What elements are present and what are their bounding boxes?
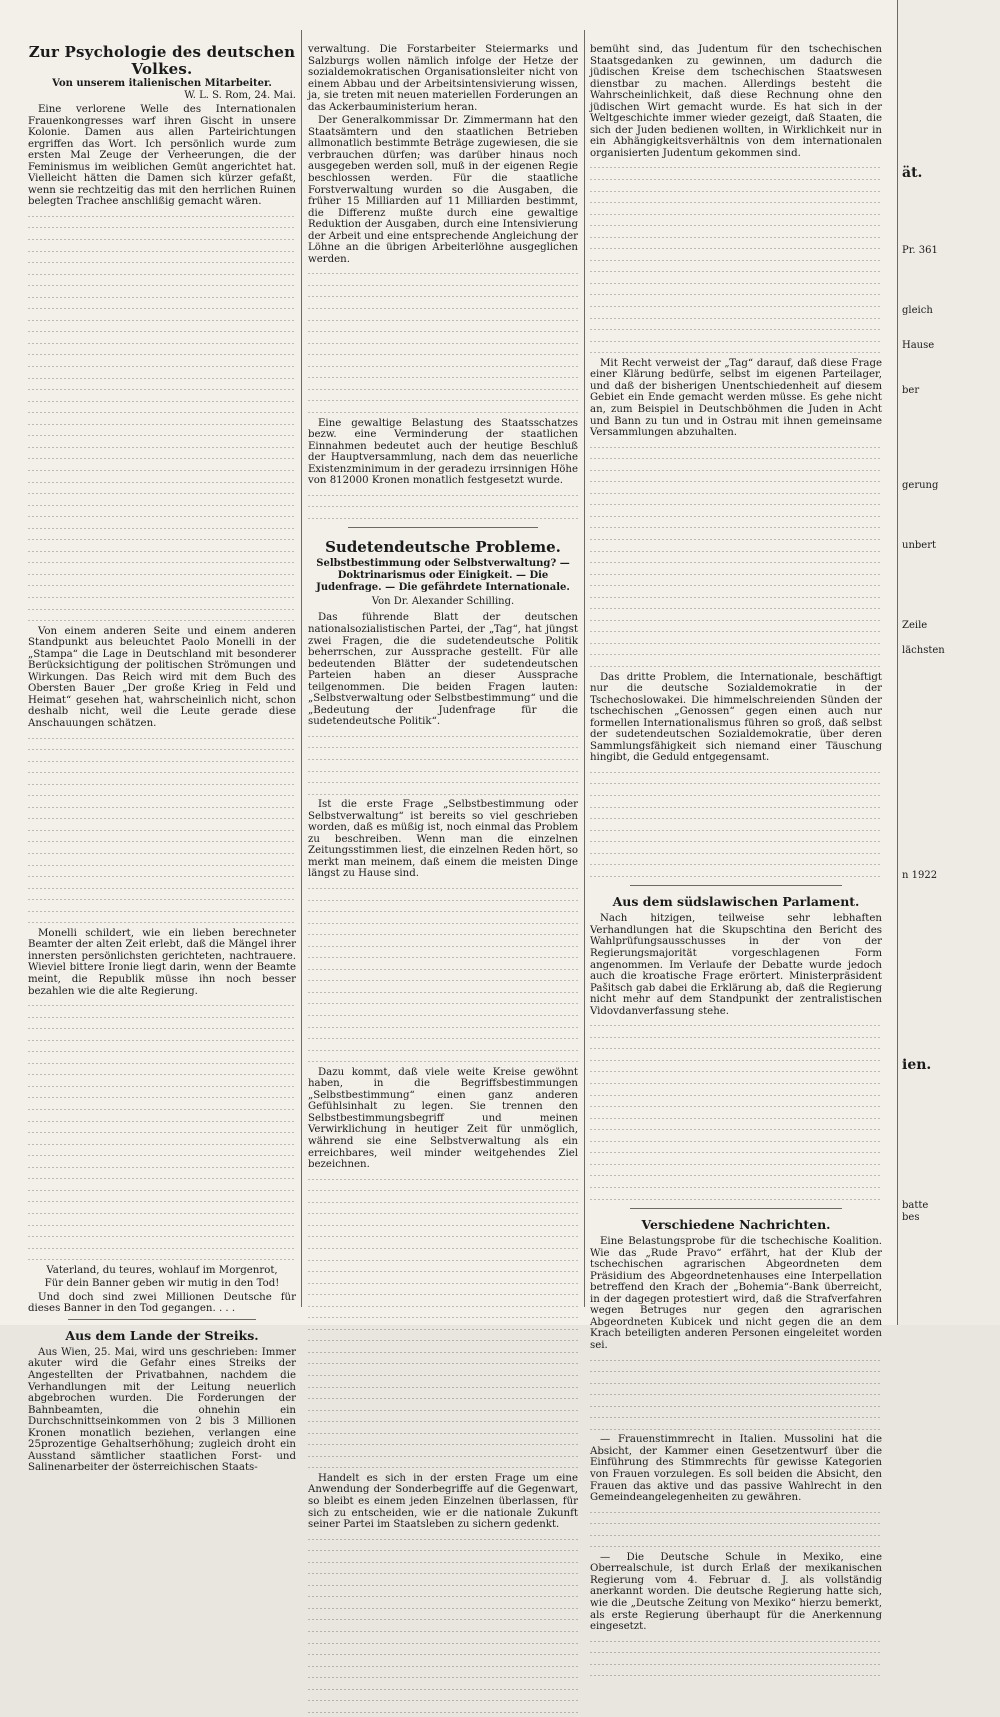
text-line bbox=[308, 1415, 578, 1427]
text-line bbox=[590, 1100, 882, 1112]
edge-text: lächsten bbox=[902, 645, 945, 656]
edge-text: Hause bbox=[902, 340, 935, 351]
text-line bbox=[308, 1219, 578, 1231]
text-line bbox=[28, 1126, 296, 1138]
text-line bbox=[590, 545, 882, 557]
text-line bbox=[590, 521, 882, 533]
edge-text: ber bbox=[902, 385, 920, 396]
text-line bbox=[28, 268, 296, 280]
text-line bbox=[308, 788, 578, 800]
text-line bbox=[308, 279, 578, 291]
text-line bbox=[590, 1354, 882, 1366]
text-line bbox=[28, 510, 296, 522]
text-line bbox=[308, 1567, 578, 1579]
text-line bbox=[28, 778, 296, 790]
text-line bbox=[590, 1158, 882, 1170]
text-line bbox=[308, 1032, 578, 1044]
edge-text: Zeile bbox=[902, 620, 928, 631]
text-line bbox=[28, 1219, 296, 1231]
text-line bbox=[308, 512, 578, 524]
edge-text: unbert bbox=[902, 540, 936, 551]
text-line bbox=[590, 288, 882, 300]
text-line bbox=[308, 1706, 578, 1717]
column-rule bbox=[584, 30, 585, 1307]
text-line bbox=[590, 185, 882, 197]
text-line bbox=[590, 835, 882, 847]
column-rule bbox=[301, 30, 302, 1307]
text-line bbox=[590, 847, 882, 859]
text-line bbox=[590, 441, 882, 453]
text-line bbox=[28, 1034, 296, 1046]
text-line bbox=[28, 533, 296, 545]
text-line bbox=[590, 812, 882, 824]
text-line bbox=[308, 1648, 578, 1660]
text-line bbox=[28, 429, 296, 441]
text-line bbox=[590, 614, 882, 626]
text-line bbox=[590, 579, 882, 591]
text-line bbox=[590, 801, 882, 813]
text-line bbox=[308, 1556, 578, 1568]
text-line bbox=[590, 1019, 882, 1031]
column-right bbox=[590, 44, 882, 1633]
text-line bbox=[590, 452, 882, 464]
text-line bbox=[590, 208, 882, 220]
text-line bbox=[28, 360, 296, 372]
text-line bbox=[28, 302, 296, 314]
text-line bbox=[28, 905, 296, 917]
text-line bbox=[590, 1506, 882, 1518]
text-line bbox=[28, 1022, 296, 1034]
text-line bbox=[590, 1031, 882, 1043]
text-line bbox=[308, 1242, 578, 1254]
text-line bbox=[308, 1196, 578, 1208]
text-line bbox=[28, 279, 296, 291]
text-line bbox=[590, 498, 882, 510]
text-line bbox=[28, 418, 296, 430]
section-divider bbox=[630, 885, 842, 886]
text-line bbox=[590, 1540, 882, 1552]
article-paragraph: verwaltung. Die Forstarbeiter Steiermarks und Salzburgs wollen nämlich infolge der Hetze der sozialdemokratischen Organisationsleiter nicht von einem Abbau und der Arbeitsintensivierung wissen, ja, sie treten mit neuen materiellen Forderungen an das Ackerbauministerium heran. bbox=[308, 44, 578, 113]
text-line bbox=[590, 300, 882, 312]
text-line bbox=[590, 1181, 882, 1193]
text-line bbox=[28, 835, 296, 847]
text-line bbox=[28, 1172, 296, 1184]
text-line bbox=[308, 1461, 578, 1473]
text-line bbox=[308, 1044, 578, 1056]
text-line bbox=[590, 254, 882, 266]
article-headline: Verschiedene Nachrichten. bbox=[641, 1217, 831, 1233]
text-line bbox=[28, 893, 296, 905]
text-line bbox=[28, 522, 296, 534]
text-line bbox=[28, 859, 296, 871]
text-line bbox=[590, 1169, 882, 1181]
text-line bbox=[28, 291, 296, 303]
section-divider bbox=[348, 527, 538, 528]
text-line bbox=[28, 487, 296, 499]
text-line bbox=[28, 476, 296, 488]
text-line bbox=[28, 847, 296, 859]
text-line bbox=[28, 1011, 296, 1023]
article-paragraph: Monelli schildert, wie ein lieben berechneter Beamter der alten Zeit erlebt, daß die Mängel ihrer innersten persönlichsten gerichteten, nachtrauere. Wieviel bittere Ironie liegt darin, wenn der Beamte meint, die Republik müsse ihn noch besser bezahlen wie die alte Regierung. bbox=[28, 927, 296, 997]
text-line bbox=[28, 801, 296, 813]
text-line bbox=[308, 383, 578, 395]
text-line bbox=[590, 1065, 882, 1077]
article-paragraph: Mit Recht verweist der „Tag“ darauf, daß diese Frage einer Klärung bedürfe, selbst im eigenen Parteilager, und daß der bisherigen Unentschiedenheit auf diesem Gebiet ein Ende gemacht werden müsse. Es gehe nicht an, zum Beispiel in Deutschböhmen die Juden in Acht und Bann zu tun und in Ostrau mit ihnen gemeinsame Versammlungen abzuhalten. bbox=[590, 357, 882, 439]
text-line bbox=[308, 1184, 578, 1196]
text-line bbox=[308, 1254, 578, 1266]
edge-text: Pr. 361 bbox=[902, 245, 938, 256]
text-line bbox=[590, 312, 882, 324]
text-line bbox=[590, 1089, 882, 1101]
article-paragraph: Von einem anderen Seite und einem anderen Standpunkt aus beleuchtet Paolo Monelli in der „Stampa“ die Lage in Deutschland mit besonderer Berücksichtigung der politischen Strömungen und Wirkungen. Das Reich wird mit dem Buch des Obersten Bauer „Der große Krieg in Feld und Heimat“ gesehen hat, wahrscheinlich nicht, schon deshalb nicht, weil die Leute gerade diese Anschauungen schätzen. bbox=[28, 625, 296, 729]
text-line bbox=[308, 1625, 578, 1637]
text-line bbox=[28, 882, 296, 894]
text-line bbox=[28, 1184, 296, 1196]
text-line bbox=[28, 916, 296, 928]
text-line bbox=[308, 500, 578, 512]
text-line bbox=[308, 371, 578, 383]
text-line bbox=[28, 603, 296, 615]
text-line bbox=[308, 394, 578, 406]
column-middle bbox=[308, 44, 578, 1531]
text-line bbox=[28, 999, 296, 1011]
article-paragraph: Und doch sind zwei Millionen Deutsche für dieses Banner in den Tod gegangen. . . . bbox=[28, 1291, 296, 1315]
text-line bbox=[590, 161, 882, 173]
text-line bbox=[590, 1388, 882, 1400]
text-line bbox=[590, 464, 882, 476]
article-paragraph: Dazu kommt, daß viele weite Kreise gewöhnt haben, in die Begriffsbestimmungen „Selbstbestimmung“ einen ganz anderen Gefühlsinhalt zu legen. Sie trennen den Selbstbestimmungsbegriff und meinen Verwirklichung in heutiger Zeit für unmöglich, während sie eine Selbstverwaltung als ein erreichbares, weil minder weitgehendes Ziel bezeichnen. bbox=[308, 1066, 578, 1171]
text-line bbox=[590, 1529, 882, 1541]
text-line bbox=[28, 732, 296, 744]
text-line bbox=[28, 1230, 296, 1242]
text-line bbox=[308, 1590, 578, 1602]
text-line bbox=[308, 951, 578, 963]
article-headline: Aus dem südslawischen Parlament. bbox=[612, 894, 860, 910]
text-line bbox=[28, 348, 296, 360]
text-line bbox=[28, 1115, 296, 1127]
text-line bbox=[308, 1173, 578, 1185]
text-line bbox=[308, 406, 578, 418]
text-line bbox=[308, 1207, 578, 1219]
section-divider bbox=[630, 1208, 842, 1209]
text-line bbox=[590, 556, 882, 568]
text-line bbox=[590, 1193, 882, 1205]
text-line bbox=[308, 1230, 578, 1242]
text-line bbox=[28, 591, 296, 603]
text-line bbox=[28, 1103, 296, 1115]
text-line bbox=[590, 533, 882, 545]
text-line bbox=[590, 1112, 882, 1124]
text-line bbox=[28, 256, 296, 268]
text-line bbox=[590, 475, 882, 487]
adjacent-page-edge bbox=[897, 0, 1000, 1325]
text-line bbox=[308, 1300, 578, 1312]
text-line bbox=[590, 1423, 882, 1435]
text-line bbox=[28, 1253, 296, 1265]
text-line bbox=[590, 824, 882, 836]
text-line bbox=[590, 1077, 882, 1089]
text-line bbox=[590, 510, 882, 522]
article-paragraph: Der Generalkommissar Dr. Zimmermann hat den Staatsämtern und den staatlichen Betrieben allmonatlich bestimmte Beträge zugewiesen, die sie verbrauchen dürfen; was darüber hinaus noch ausgegeben werden soll, muß in der eigenen Regie beschlossen werden. Für die staatliche Forstverwaltung wurden so die Ausgaben, die früher 15 Milliarden auf 11 Milliarden bestimmt, die Differenz mußte durch eine gewaltige Reduktion der Ausgaben, durch eine Intensivierung der Arbeit und eine entsprechende Angleichung der Löhne an die übrigen Arbeiterlöhne ausgeglichen werden. bbox=[308, 115, 578, 265]
text-line bbox=[28, 568, 296, 580]
text-line bbox=[590, 231, 882, 243]
text-line bbox=[308, 765, 578, 777]
text-line bbox=[308, 1369, 578, 1381]
article-paragraph: — Die Deutsche Schule in Mexiko, eine Oberrealschule, ist durch Erlaß der mexikanischen Regierung vom 4. Februar d. J. als vollständig anerkannt worden. Die deutsche Regierung hatte sich, wie die „Deutsche Zeitung von Mexiko“ hierzu bemerkt, als erste Regierung überhaupt für die Anerkennung eingesetzt. bbox=[590, 1551, 882, 1633]
text-line bbox=[308, 1450, 578, 1462]
text-line bbox=[590, 196, 882, 208]
text-line bbox=[28, 1242, 296, 1254]
text-line bbox=[308, 360, 578, 372]
article-paragraph: Das führende Blatt der deutschen nationalsozialistischen Partei, der „Tag“, hat jüngst zwei Fragen, die die sudetendeutsche Politik beherrschen, zur Aussprache gestellt. Für alle bedeutenden Blätter der sudetendeutschen Parteien haben an dieser Aussprache teilgenommen. Die beiden Fragen lauten: „Selbstverwaltung oder Selbstbestimmung“ und die „Bedeutung der Judenfrage für die sudetendeutsche Politik“. bbox=[308, 612, 578, 728]
text-line bbox=[308, 1357, 578, 1369]
text-line bbox=[308, 1311, 578, 1323]
text-line bbox=[590, 323, 882, 335]
article-paragraph: Handelt es sich in der ersten Frage um eine Anwendung der Sonderbegriffe auf die Gegenwart, so bleibt es einem jeden Einzelnen überlassen, für sich zu entscheiden, wie er die nationale Zukunft seiner Partei im Staatsleben zu sichern gedenkt. bbox=[308, 1472, 578, 1531]
text-line bbox=[590, 1635, 882, 1647]
text-line bbox=[308, 1602, 578, 1614]
text-line bbox=[308, 928, 578, 940]
text-line bbox=[590, 591, 882, 603]
text-line bbox=[590, 858, 882, 870]
text-line bbox=[590, 637, 882, 649]
text-line bbox=[308, 1533, 578, 1545]
edge-text: gerung bbox=[902, 480, 939, 491]
text-line bbox=[308, 337, 578, 349]
text-line bbox=[308, 894, 578, 906]
text-line bbox=[28, 1195, 296, 1207]
text-line bbox=[308, 1660, 578, 1672]
text-line bbox=[28, 210, 296, 222]
text-line bbox=[28, 383, 296, 395]
article-paragraph: Das dritte Problem, die Internationale, beschäftigt nur die deutsche Sozialdemokratie in der Tschechoslowakei. Die himmelschreienden Sünden der tschechischen „Genossen“ gegen einen auch nur formellen Internationalismus führen so groß, daß selbst der sudetendeutschen Sozialdemokratie, über deren Sammlungsfähigkeit sich niemand einer Täuschung hingibt, die Geduld entgegensamt. bbox=[590, 671, 882, 764]
text-line bbox=[28, 1149, 296, 1161]
text-line bbox=[308, 1427, 578, 1439]
text-line bbox=[590, 1669, 882, 1681]
text-line bbox=[590, 1658, 882, 1670]
text-line bbox=[308, 1021, 578, 1033]
verse-line: Vaterland, du teures, wohlauf im Morgenrot, bbox=[46, 1264, 278, 1276]
text-line bbox=[308, 753, 578, 765]
text-line bbox=[590, 1411, 882, 1423]
edge-text: ät. bbox=[902, 165, 923, 181]
text-line bbox=[28, 245, 296, 257]
text-line bbox=[28, 325, 296, 337]
text-line bbox=[28, 464, 296, 476]
article-byline: Von Dr. Alexander Schilling. bbox=[371, 596, 515, 608]
text-line bbox=[28, 1138, 296, 1150]
text-line bbox=[308, 1381, 578, 1393]
text-line bbox=[28, 406, 296, 418]
section-headline: Aus dem Lande der Streiks. bbox=[65, 1327, 259, 1343]
text-line bbox=[308, 1009, 578, 1021]
verse-line: Für dein Banner geben wir mutig in den Tod! bbox=[44, 1278, 280, 1290]
text-line bbox=[590, 1517, 882, 1529]
text-line bbox=[308, 314, 578, 326]
text-line bbox=[308, 986, 578, 998]
text-line bbox=[308, 325, 578, 337]
edge-text: gleich bbox=[902, 305, 933, 316]
edge-text: n 1922 bbox=[902, 870, 938, 881]
text-line bbox=[308, 974, 578, 986]
text-line bbox=[308, 1288, 578, 1300]
text-line bbox=[28, 1057, 296, 1069]
text-line bbox=[590, 1377, 882, 1389]
text-line bbox=[308, 917, 578, 929]
text-line bbox=[28, 789, 296, 801]
text-line bbox=[590, 648, 882, 660]
section-divider bbox=[68, 1319, 256, 1320]
text-line bbox=[28, 743, 296, 755]
text-line bbox=[28, 452, 296, 464]
text-line bbox=[590, 766, 882, 778]
text-line bbox=[28, 1045, 296, 1057]
text-line bbox=[28, 614, 296, 626]
text-line bbox=[308, 741, 578, 753]
text-line bbox=[590, 1042, 882, 1054]
poem-verse bbox=[28, 1265, 296, 1290]
edge-text: bes bbox=[902, 1212, 920, 1223]
text-line bbox=[28, 499, 296, 511]
text-line bbox=[28, 1207, 296, 1219]
text-line bbox=[28, 1068, 296, 1080]
text-line bbox=[590, 277, 882, 289]
text-line bbox=[590, 1146, 882, 1158]
text-line bbox=[28, 1080, 296, 1092]
text-line bbox=[590, 1400, 882, 1412]
text-line bbox=[308, 1346, 578, 1358]
text-line bbox=[308, 1637, 578, 1649]
text-line bbox=[308, 730, 578, 742]
article-subline: Von unserem italienischen Mitarbeiter. bbox=[52, 78, 272, 89]
text-line bbox=[308, 1613, 578, 1625]
text-line bbox=[590, 219, 882, 231]
text-line bbox=[590, 487, 882, 499]
text-line bbox=[590, 1646, 882, 1658]
text-line bbox=[590, 568, 882, 580]
text-line bbox=[28, 221, 296, 233]
text-line bbox=[308, 963, 578, 975]
article-paragraph: Ist die erste Frage „Selbstbestimmung oder Selbstverwaltung“ ist bereits so viel geschrieben worden, daß es müßig ist, noch einmal das Problem zu beschreiben. Wenn man die einzelnen Zeitungsstimmen liest, die einzelnen Reden hört, so merkt man meinem, daß einem die meisten Dinge längst zu Hause sind. bbox=[308, 799, 578, 880]
article-headline: Sudetendeutsche Probleme. bbox=[325, 538, 561, 557]
text-line bbox=[590, 1123, 882, 1135]
text-line bbox=[308, 905, 578, 917]
text-line bbox=[590, 1054, 882, 1066]
text-line bbox=[28, 556, 296, 568]
text-line bbox=[28, 870, 296, 882]
article-paragraph: — Frauenstimmrecht in Italien. Mussolini hat die Absicht, der Kammer einen Gesetzentwurf über die Einführung des Stimmrechts für gewisse Kategorien von Frauen vorzulegen. Es soll beiden die Absicht, den Frauen das aktive und das passive Wahlrecht in den Gemeindeangelegenheiten zu gewähren. bbox=[590, 1434, 882, 1504]
text-line bbox=[590, 625, 882, 637]
text-line bbox=[590, 346, 882, 358]
text-line bbox=[590, 777, 882, 789]
text-line bbox=[28, 755, 296, 767]
text-line bbox=[28, 579, 296, 591]
text-line bbox=[308, 1544, 578, 1556]
text-line bbox=[308, 1683, 578, 1695]
article-paragraph: Eine verlorene Welle des Internationalen Frauenkongresses warf ihren Gischt in unsere Kolonie. Damen aus allen Parteirichtungen ergriffen das Wort. Ich persönlich wurde zum ersten Mal Zeuge der Verheerungen, die der Feminismus im weiblichen Gemüt angerichtet hat. Vielleicht hätten die Damen sich kürzer gefaßt, wenn sie rechtzeitig das mit den herrlichen Ruinen belegten Trachee anschlißig gemacht wären. bbox=[28, 104, 296, 208]
edge-text: ien. bbox=[902, 1057, 932, 1073]
text-line bbox=[308, 1671, 578, 1683]
text-line bbox=[308, 997, 578, 1009]
text-line bbox=[308, 1438, 578, 1450]
text-line bbox=[28, 372, 296, 384]
text-line bbox=[308, 1323, 578, 1335]
text-line bbox=[308, 267, 578, 279]
article-paragraph: Eine gewaltige Belastung des Staatsschatzes bezw. eine Verminderung der staatlichen Einnahmen bedeutet auch der heutige Beschluß der Hauptversammlung, nach dem das neuerliche Existenzminimum in der geradezu irrsinnigen Höhe von 812000 Kronen monatlich festgesetzt wurde. bbox=[308, 417, 578, 487]
text-line bbox=[28, 766, 296, 778]
text-line bbox=[590, 1365, 882, 1377]
text-line bbox=[28, 441, 296, 453]
text-line bbox=[308, 882, 578, 894]
text-line bbox=[28, 233, 296, 245]
text-line bbox=[28, 314, 296, 326]
text-line bbox=[28, 812, 296, 824]
article-paragraph: Eine Belastungsprobe für die tschechische Koalition. Wie das „Rude Pravo“ erfährt, hat der Klub der tschechischen agrarischen Abgeordneten dem Präsidium des Abgeordnetenhauses eine Interpellation betreffend den Krach der „Bohemia“-Bank überreicht, in der dagegen protestiert wird, daß die Strafverfahren wegen Betruges nur gegen den agrarischen Abgeordneten Kubicek und nicht gegen die an dem Krach beteiligten anderen Personen eingeleitet worden sei. bbox=[590, 1236, 882, 1351]
text-line bbox=[308, 290, 578, 302]
text-line bbox=[308, 348, 578, 360]
text-line bbox=[28, 545, 296, 557]
text-line bbox=[28, 395, 296, 407]
article-paragraph: Aus Wien, 25. Mai, wird uns geschrieben: Immer akuter wird die Gefahr eines Streiks der Angestellten der Privatbahnen, nachdem die Verhandlungen mit der Leitung neuerlich abgebrochen wurden. Die Forderungen der Bahnbeamten, die ohnehin ein Durchschnittseinkommen von 2 bis 3 Millionen Kronen monatlich beziehen, verlangen eine 25prozentige Gehaltserhöhung; zugleich droht ein Ausstand sämtlicher staatlichen Forst- und Salinenarbeiter der österreichischen Staats- bbox=[28, 1346, 296, 1474]
text-line bbox=[590, 870, 882, 882]
article-dateline: W. L. S. Rom, 24. Mai. bbox=[184, 90, 296, 101]
article-paragraph: bemüht sind, das Judentum für den tschechischen Staatsgedanken zu gewinnen, um dadurch die jüdischen Kreise dem tschechischen Staatswesen dienstbar zu machen. Allerdings besteht die Wahrscheinlichkeit, daß diese Rechnung ohne den jüdischen Wirt gemacht wurde. Es hat sich in der Weltgeschichte immer wieder gezeigt, daß Staaten, die sich der Juden bedienen wollten, in Wirklichkeit nur in ein Abhängigkeitsverhältnis von dem internationalen organisierten Judentum gekommen sind. bbox=[590, 44, 882, 159]
text-line bbox=[308, 1404, 578, 1416]
article-subline: Selbstbestimmung oder Selbstverwaltung? — Doktrinarismus oder Einigkeit. — Die Judenfrage. — Die gefährdete Internationale. bbox=[316, 558, 570, 594]
text-line bbox=[590, 1135, 882, 1147]
edge-text: batte bbox=[902, 1200, 929, 1211]
text-line bbox=[590, 265, 882, 277]
text-line bbox=[590, 602, 882, 614]
text-line bbox=[308, 489, 578, 501]
text-line bbox=[590, 789, 882, 801]
article-headline: Zur Psychologie des deutschen Volkes. bbox=[28, 43, 296, 78]
text-line bbox=[308, 1579, 578, 1591]
text-line bbox=[28, 337, 296, 349]
text-line bbox=[308, 1694, 578, 1706]
text-line bbox=[590, 173, 882, 185]
text-line bbox=[308, 1265, 578, 1277]
text-line bbox=[308, 1392, 578, 1404]
text-line bbox=[308, 776, 578, 788]
text-line bbox=[308, 940, 578, 952]
text-line bbox=[590, 335, 882, 347]
text-line bbox=[28, 1161, 296, 1173]
text-line bbox=[590, 242, 882, 254]
text-line bbox=[308, 1334, 578, 1346]
text-line bbox=[28, 824, 296, 836]
text-line bbox=[590, 660, 882, 672]
text-line bbox=[308, 1277, 578, 1289]
text-line bbox=[308, 302, 578, 314]
column-left bbox=[28, 43, 296, 1474]
text-line bbox=[308, 1055, 578, 1067]
article-paragraph: Nach hitzigen, teilweise sehr lebhaften Verhandlungen hat die Skupschtina den Bericht des Wahlprüfungsausschusses in der von der Regierungsmajorität vorgeschlagenen Form angenommen. Im Verlaufe der Debatte wurde jedoch auch die kroatische Frage erörtert. Ministerpräsident Pašitsch gab dabei die Erklärung ab, daß die Regierung nicht mehr auf dem Standpunkt der zentralistischen Vidovdanverfassung stehe. bbox=[590, 913, 882, 1017]
text-line bbox=[28, 1091, 296, 1103]
